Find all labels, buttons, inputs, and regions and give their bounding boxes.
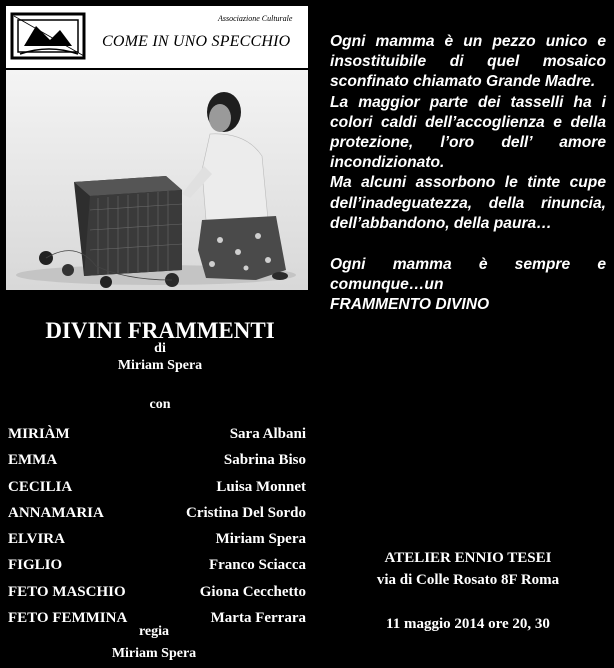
cast-actor: Giona Cecchetto bbox=[199, 583, 306, 600]
venue-name: ATELIER ENNIO TESEI bbox=[384, 550, 552, 566]
quote-text bbox=[330, 32, 606, 316]
quote-paragraph: Ogni mamma è un pezzo unico e insostituibile di quel mosaico sconfinato chiamato Grande Madre. bbox=[330, 33, 606, 91]
with-label: con bbox=[149, 397, 171, 412]
by-label: di bbox=[154, 341, 166, 356]
quote-paragraph: Ma alcuni assorbono le tinte cupe dell’inadeguatezza, della rinuncia, dell’abbandono, della paura… bbox=[330, 174, 606, 232]
cast-row bbox=[8, 552, 306, 578]
cast-actor: Luisa Monnet bbox=[216, 478, 306, 495]
cast-role: ANNAMARIA bbox=[8, 504, 104, 521]
logo-association-name: COME IN UNO SPECCHIO bbox=[102, 33, 291, 50]
author-name: Miriam Spera bbox=[117, 358, 203, 373]
cast-actor: Sabrina Biso bbox=[223, 452, 306, 469]
cast-actor: Franco Sciacca bbox=[208, 557, 306, 574]
director-name: Miriam Spera bbox=[111, 646, 197, 661]
cast-row bbox=[8, 474, 306, 500]
cast-role: FIGLIO bbox=[8, 557, 63, 574]
woman-with-trunk-photo bbox=[6, 70, 308, 290]
cast-role: CECILIA bbox=[8, 478, 73, 495]
cast-row bbox=[8, 579, 306, 605]
event-datetime: 11 maggio 2014 ore 20, 30 bbox=[386, 616, 550, 632]
cast-actor: Miriam Spera bbox=[215, 531, 306, 548]
cast-list bbox=[8, 421, 306, 631]
show-title: DIVINI FRAMMENTI bbox=[45, 318, 275, 343]
mirror-frame-icon bbox=[10, 10, 88, 62]
cast-actor: Marta Ferrara bbox=[210, 610, 306, 627]
quote-paragraph: Ogni mamma è sempre e comunque…un bbox=[330, 256, 606, 294]
cast-role: ELVIRA bbox=[8, 531, 65, 548]
association-logo bbox=[6, 6, 308, 68]
quote-paragraph: La maggior parte dei tasselli ha i colori caldi dell’accoglienza e della protezione, l’oro dell’ amore incondizionato. bbox=[330, 93, 606, 172]
direction-label: regia bbox=[138, 624, 170, 639]
logo-association-label: Associazione Culturale bbox=[218, 14, 293, 23]
cast-role: EMMA bbox=[8, 452, 58, 469]
cast-role: FETO FEMMINA bbox=[8, 610, 128, 627]
quote-highlight: FRAMMENTO DIVINO bbox=[330, 296, 490, 314]
cast-actor: Sara Albani bbox=[229, 426, 306, 442]
cast-row bbox=[8, 447, 306, 473]
cast-row bbox=[8, 500, 306, 526]
venue-address: via di Colle Rosato 8F Roma bbox=[376, 572, 560, 588]
cast-role: FETO MASCHIO bbox=[8, 583, 126, 600]
cast-role: MIRIÀM bbox=[8, 426, 70, 442]
cast-row bbox=[8, 526, 306, 552]
cast-row bbox=[8, 421, 306, 447]
cast-actor: Cristina Del Sordo bbox=[186, 504, 306, 521]
